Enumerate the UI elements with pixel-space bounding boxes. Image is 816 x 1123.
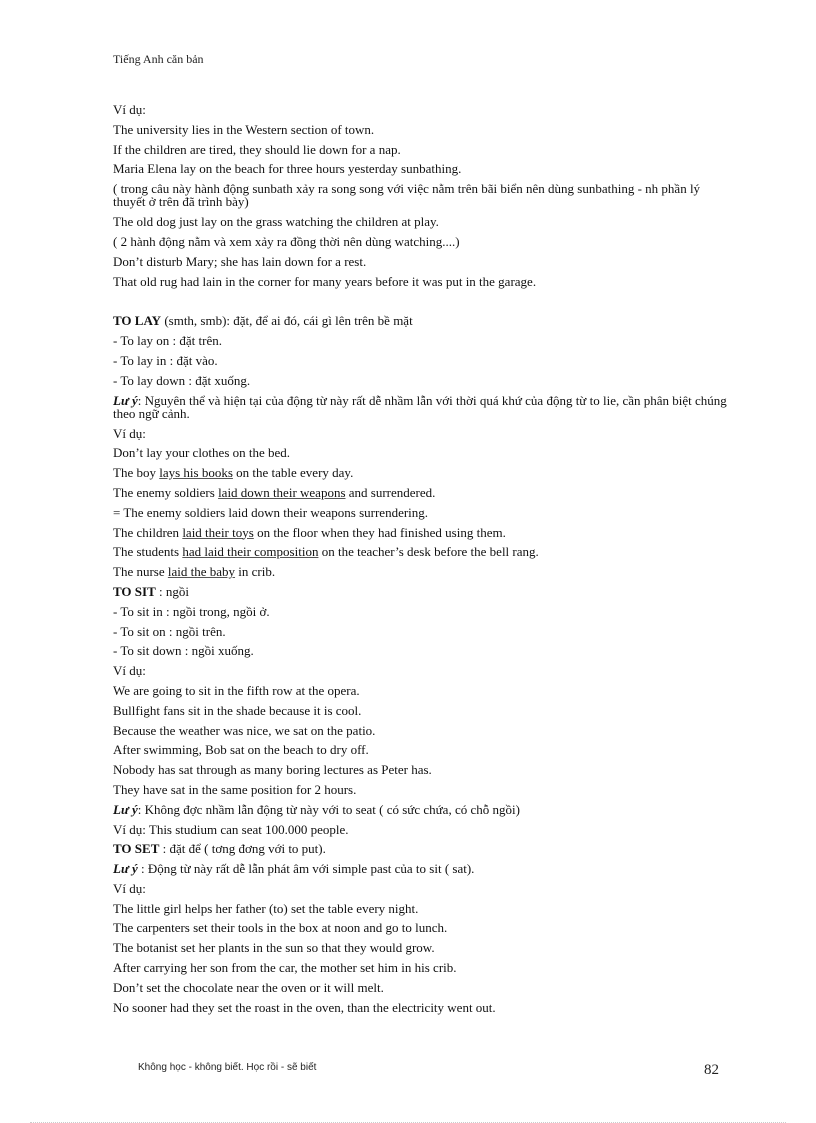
section-heading-line (113, 839, 733, 859)
note-label: Lư ý (113, 392, 138, 408)
body-line: Bullfight fans sit in the shade because it is cool. (113, 702, 362, 718)
section-heading-desc: : ngồi (155, 583, 189, 599)
note-line (113, 859, 733, 879)
underlined-phrase: laid the baby (167, 564, 236, 580)
note-paragraph (113, 394, 733, 420)
page-number: 82 (704, 1062, 719, 1078)
footer-slogan: Không học - không biết. Học rồi - sẽ biết (138, 1062, 317, 1073)
example-line (113, 542, 733, 562)
body-line: = The enemy soldiers laid down their weapons surrendering. (113, 504, 429, 520)
section-heading: TO SIT (113, 583, 156, 599)
body-line: We are going to sit in the fifth row at the opera. (113, 682, 360, 698)
body-line: After swimming, Bob sat on the beach to dry off. (113, 742, 369, 758)
body-line: Don’t lay your clothes on the bed. (113, 445, 291, 461)
body-paragraph: ( trong câu này hành động sunbath xảy ra song song với việc nằm trên bãi biển nên dùng sunbathing - nh phần lý thuyết ở trên đã trình bày) (113, 181, 701, 210)
body-line: The little girl helps her father (to) set the table every night. (113, 900, 419, 916)
note-text: : Không đợc nhầm lẫn động từ này với to seat ( có sức chứa, có chỗ ngồi) (137, 801, 520, 817)
paragraph-gap (113, 291, 733, 311)
section-heading: TO SET (113, 841, 160, 857)
underlined-phrase: lays his books (159, 465, 233, 481)
note-text: : Nguyên thể và hiện tại của động từ này rất dễ nhầm lẫn với thời quá khứ của động từ to lie, cần phân biệt chúng theo ngữ cảnh. (113, 392, 727, 421)
body-line: Ví dụ: (113, 880, 146, 896)
body-line: - To lay in : đặt vào. (113, 352, 218, 368)
example-line (113, 562, 733, 582)
body-line: Ví dụ: (113, 102, 146, 117)
body-line: If the children are tired, they should lie down for a nap. (113, 141, 401, 157)
body-line: - To lay down : đặt xuống. (113, 372, 251, 388)
note-label: Lư ý (113, 801, 138, 817)
section-heading-line (113, 311, 733, 331)
example-pre: The nurse (113, 564, 168, 580)
example-post: in crib. (235, 564, 276, 580)
body-line: - To sit down : ngồi xuống. (113, 643, 254, 659)
underlined-phrase: laid down their weapons (218, 484, 346, 500)
note-line (113, 800, 733, 820)
example-post: on the table every day. (232, 465, 354, 481)
section-heading: TO LAY (113, 313, 162, 329)
example-pre: The students (113, 544, 183, 560)
body-line: - To sit on : ngồi trên. (113, 623, 226, 639)
example-post: and surrendered. (345, 484, 436, 500)
body-line: No sooner had they set the roast in the oven, than the electricity went out. (113, 999, 496, 1015)
example-line (113, 523, 733, 543)
example-pre: The children (113, 524, 183, 540)
body-line: - To lay on : đặt trên. (113, 333, 222, 349)
body-line: That old rug had lain in the corner for many years before it was put in the garage. (113, 273, 537, 289)
body-line: The old dog just lay on the grass watching the children at play. (113, 214, 439, 230)
section-heading-desc: : đặt để ( tơng đơng với to put). (159, 841, 326, 857)
body-line: The botanist set her plants in the sun so that they would grow. (113, 940, 435, 956)
body-line: Nobody has sat through as many boring lectures as Peter has. (113, 762, 432, 778)
body-line: The university lies in the Western section of town. (113, 121, 375, 137)
example-line (113, 483, 733, 503)
body-line: Don’t set the chocolate near the oven or it will melt. (113, 979, 384, 995)
body-line: ( 2 hành động nằm và xem xảy ra đồng thời nên dùng watching....) (113, 233, 460, 249)
example-pre: The boy (113, 465, 160, 481)
body-line: After carrying her son from the car, the mother set him in his crib. (113, 960, 457, 976)
example-post: on the teacher’s desk before the bell rang. (318, 544, 539, 560)
body-line: Because the weather was nice, we sat on the patio. (113, 722, 376, 738)
body-line: Maria Elena lay on the beach for three hours yesterday sunbathing. (113, 161, 462, 177)
body-line: Don’t disturb Mary; she has lain down for a rest. (113, 253, 367, 269)
section-heading-line (113, 582, 733, 602)
body-line: Ví dụ: (113, 663, 146, 679)
body-line: Ví dụ: This studium can seat 100.000 people. (113, 821, 349, 837)
page-body (113, 100, 733, 1017)
running-header: Tiếng Anh căn bản (113, 52, 204, 66)
body-line: - To sit in : ngồi trong, ngồi ở. (113, 603, 270, 619)
section-heading-desc: (smth, smb): đặt, để ai đó, cái gì lên trên bề mặt (161, 313, 413, 329)
underlined-phrase: laid their toys (182, 524, 254, 540)
note-label: Lư ý (113, 861, 138, 877)
example-pre: The enemy soldiers (113, 484, 219, 500)
example-line (113, 463, 733, 483)
body-line: Ví dụ: (113, 425, 146, 441)
example-post: on the floor when they had finished using them. (253, 524, 506, 540)
note-text: : Động từ này rất dễ lẫn phát âm với simple past của to sit ( sat). (137, 861, 475, 877)
underlined-phrase: had laid their composition (182, 544, 319, 560)
body-line: The carpenters set their tools in the box at noon and go to lunch. (113, 920, 448, 936)
body-line: They have sat in the same position for 2 hours. (113, 781, 357, 797)
